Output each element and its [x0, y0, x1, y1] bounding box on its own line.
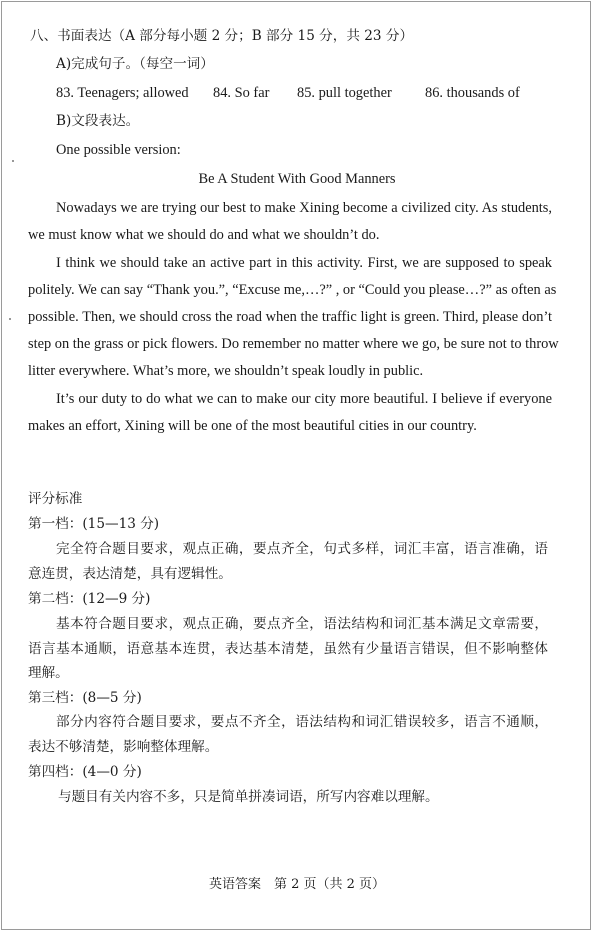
essay-line: It’s our duty to do what we can to make our city more beautiful. I believe if everyone	[56, 391, 552, 407]
part-a-label: A)完成句子。（每空一词）	[56, 56, 214, 72]
essay-line: litter everywhere. What’s more, we shouldn’t speak loudly in public.	[28, 363, 424, 379]
section-heading: 八、书面表达（A 部分每小题 2 分；B 部分 15 分，共 23 分）	[30, 28, 414, 44]
grade-description-line: 部分内容符合题目要求，要点不齐全，语法结构和词汇错误较多，语言不通顺，	[56, 714, 548, 730]
grade-level-heading: 第四档：(4—0 分)	[28, 764, 142, 780]
essay-line: possible. Then, we should cross the road when the traffic light is green. Third, please don’t	[28, 309, 552, 325]
essay-line: I think we should take an active part in this activity. First, we are supposed to speak	[56, 255, 552, 271]
grading-title: 评分标准	[28, 491, 83, 507]
essay-title: Be A Student With Good Manners	[198, 171, 396, 187]
grade-description-line: 意连贯，表达清楚，具有逻辑性。	[28, 566, 232, 582]
scan-speck	[9, 318, 11, 320]
scan-speck	[12, 160, 14, 162]
grade-level-heading: 第一档：(15—13 分)	[28, 516, 160, 532]
essay-line: politely. We can say “Thank you.”, “Excuse me,…?” , or “Could you please…?” as often as	[28, 282, 557, 298]
essay-line: step on the grass or pick flowers. Do remember no matter where we go, be sure not to throw	[28, 336, 559, 352]
grade-level-heading: 第三档：(8—5 分)	[28, 690, 142, 706]
answer-number: 86.	[425, 85, 443, 101]
grade-description-line: 与题目有关内容不多，只是简单拼凑词语，所写内容难以理解。	[58, 789, 439, 805]
grade-description-line: 基本符合题目要求，观点正确，要点齐全，语法结构和词汇基本满足文章需要，	[56, 616, 548, 632]
essay-line: makes an effort, Xining will be one of the most beautiful cities in our country.	[28, 418, 477, 434]
essay-line: we must know what we should do and what we shouldn’t do.	[28, 227, 380, 243]
answer-text: So far	[234, 85, 270, 101]
answer-text: thousands of	[446, 85, 520, 101]
grade-description-line: 语言基本通顺，语意基本连贯，表达基本清楚，虽然有少量语言错误，但不影响整体	[28, 641, 548, 657]
answer-number: 84.	[213, 85, 231, 101]
part-b-label: B)文段表达。	[56, 113, 140, 129]
answer-83	[56, 85, 189, 102]
answer-text: pull together	[318, 85, 392, 101]
answer-86	[425, 85, 520, 102]
grade-level-heading: 第二档：(12—9 分)	[28, 591, 151, 607]
possible-version-label: One possible version:	[56, 142, 181, 158]
answer-84	[213, 85, 269, 102]
essay-line: Nowadays we are trying our best to make Xining become a civilized city. As students,	[56, 200, 552, 216]
grade-description-line: 表达不够清楚，影响整体理解。	[28, 739, 219, 755]
answer-number: 83.	[56, 85, 74, 101]
page-footer: 英语答案 第 2 页（共 2 页）	[208, 877, 386, 892]
grade-description-line: 完全符合题目要求，观点正确，要点齐全，句式多样，词汇丰富，语言准确，语	[56, 541, 548, 557]
answer-85	[297, 85, 392, 102]
answer-text: Teenagers; allowed	[77, 85, 189, 101]
grade-description-line: 理解。	[28, 665, 69, 681]
answer-number: 85.	[297, 85, 315, 101]
